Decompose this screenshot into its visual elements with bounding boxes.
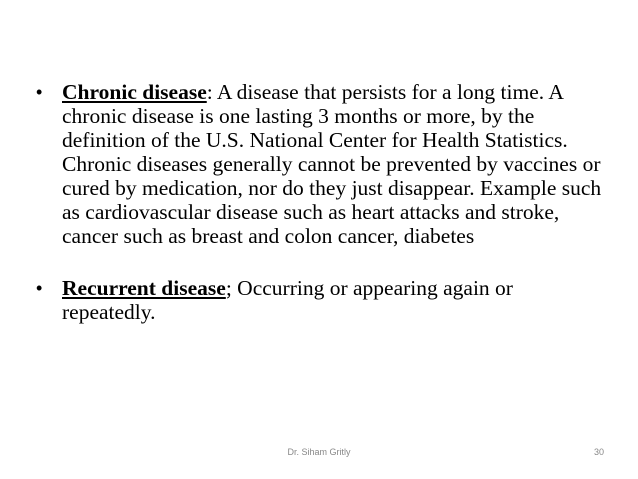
footer-page-number: 30	[593, 447, 604, 457]
bullet-icon: •	[36, 82, 43, 102]
bullet-chronic-disease	[36, 80, 611, 248]
bullet-list	[36, 80, 611, 324]
definition-recurrent-disease: Occurring or appearing again or repeatedly.	[62, 276, 513, 324]
definition-chronic-disease: A disease that persists for a long time. A chronic disease is one lasting 3 months or more, by the definition of the U.S. National Center for Health Statistics. Chronic diseases generally cannot be prevented by vaccines or cured by medication, nor do they just disappear. Example such as cardiovascular disease such as heart attacks and stroke, cancer such as breast and colon cancer, diabetes	[62, 80, 602, 248]
separator: :	[206, 80, 213, 104]
bullet-icon: •	[36, 278, 43, 298]
bullet-recurrent-disease	[36, 276, 611, 324]
footer-author: Dr. Siham Gritly	[287, 447, 351, 457]
term-recurrent-disease: Recurrent disease	[62, 276, 226, 300]
term-chronic-disease: Chronic disease	[62, 80, 207, 104]
separator: ;	[225, 276, 232, 300]
